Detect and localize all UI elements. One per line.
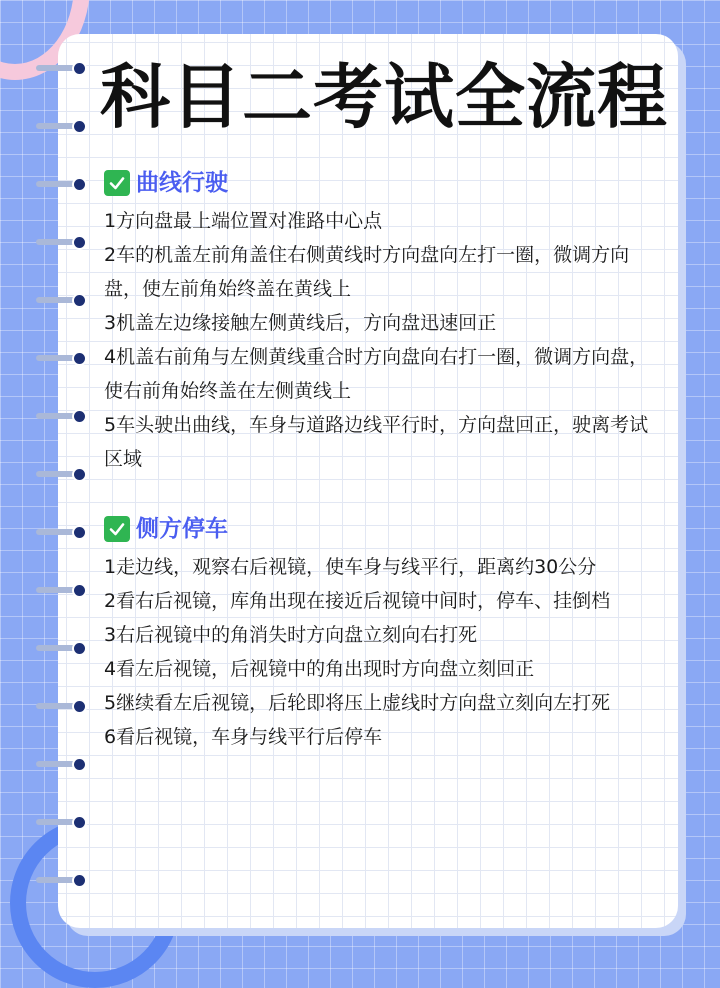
binder-ring-icon — [36, 407, 96, 425]
section-heading: 侧方停车 — [136, 516, 228, 542]
list-item: 5继续看左后视镜，后轮即将压上虚线时方向盘立刻向左打死 — [104, 692, 611, 714]
section-side-parking — [104, 512, 664, 754]
list-item: 6看后视镜，车身与线平行后停车 — [104, 726, 383, 748]
binder-ring-icon — [36, 175, 96, 193]
binder-ring-icon — [36, 697, 96, 715]
binder-ring-icon — [36, 871, 96, 889]
binder-ring-icon — [36, 59, 96, 77]
list-item: 2车的机盖左前角盖住右侧黄线时方向盘向左打一圈，微调方向盘，使左前角始终盖在黄线上 — [104, 244, 630, 300]
list-item: 5车头驶出曲线，车身与道路边线平行时，方向盘回正，驶离考试区域 — [104, 414, 649, 470]
binder-ring-icon — [36, 349, 96, 367]
binder-ring-icon — [36, 233, 96, 251]
section-curve-driving — [104, 166, 664, 476]
list-item: 3右后视镜中的角消失时方向盘立刻向右打死 — [104, 624, 478, 646]
binder-ring-icon — [36, 291, 96, 309]
list-item: 1方向盘最上端位置对准路中心点 — [104, 210, 383, 232]
section-heading-row — [104, 166, 664, 200]
page-title: 科目二考试全流程 — [100, 56, 668, 138]
list-item: 2看右后视镜，库角出现在接近后视镜中间时，停车、挂倒档 — [104, 590, 611, 612]
list-item: 4机盖右前角与左侧黄线重合时方向盘向右打一圈，微调方向盘，使右前角始终盖在左侧黄线上 — [104, 346, 649, 402]
binder-ring-icon — [36, 523, 96, 541]
check-box-icon — [104, 170, 130, 196]
binder-ring-icon — [36, 465, 96, 483]
list-item: 4看左后视镜，后视镜中的角出现时方向盘立刻回正 — [104, 658, 535, 680]
binder-ring-icon — [36, 755, 96, 773]
section-heading: 曲线行驶 — [136, 170, 228, 196]
list-item: 1走边线，观察右后视镜，使车身与线平行，距离约30公分 — [104, 556, 597, 578]
binder-ring-icon — [36, 581, 96, 599]
section-heading-row — [104, 512, 664, 546]
binder-rings — [36, 0, 96, 960]
list-item: 3机盖左边缘接触左侧黄线后，方向盘迅速回正 — [104, 312, 497, 334]
check-box-icon — [104, 516, 130, 542]
binder-ring-icon — [36, 117, 96, 135]
binder-ring-icon — [36, 639, 96, 657]
binder-ring-icon — [36, 813, 96, 831]
